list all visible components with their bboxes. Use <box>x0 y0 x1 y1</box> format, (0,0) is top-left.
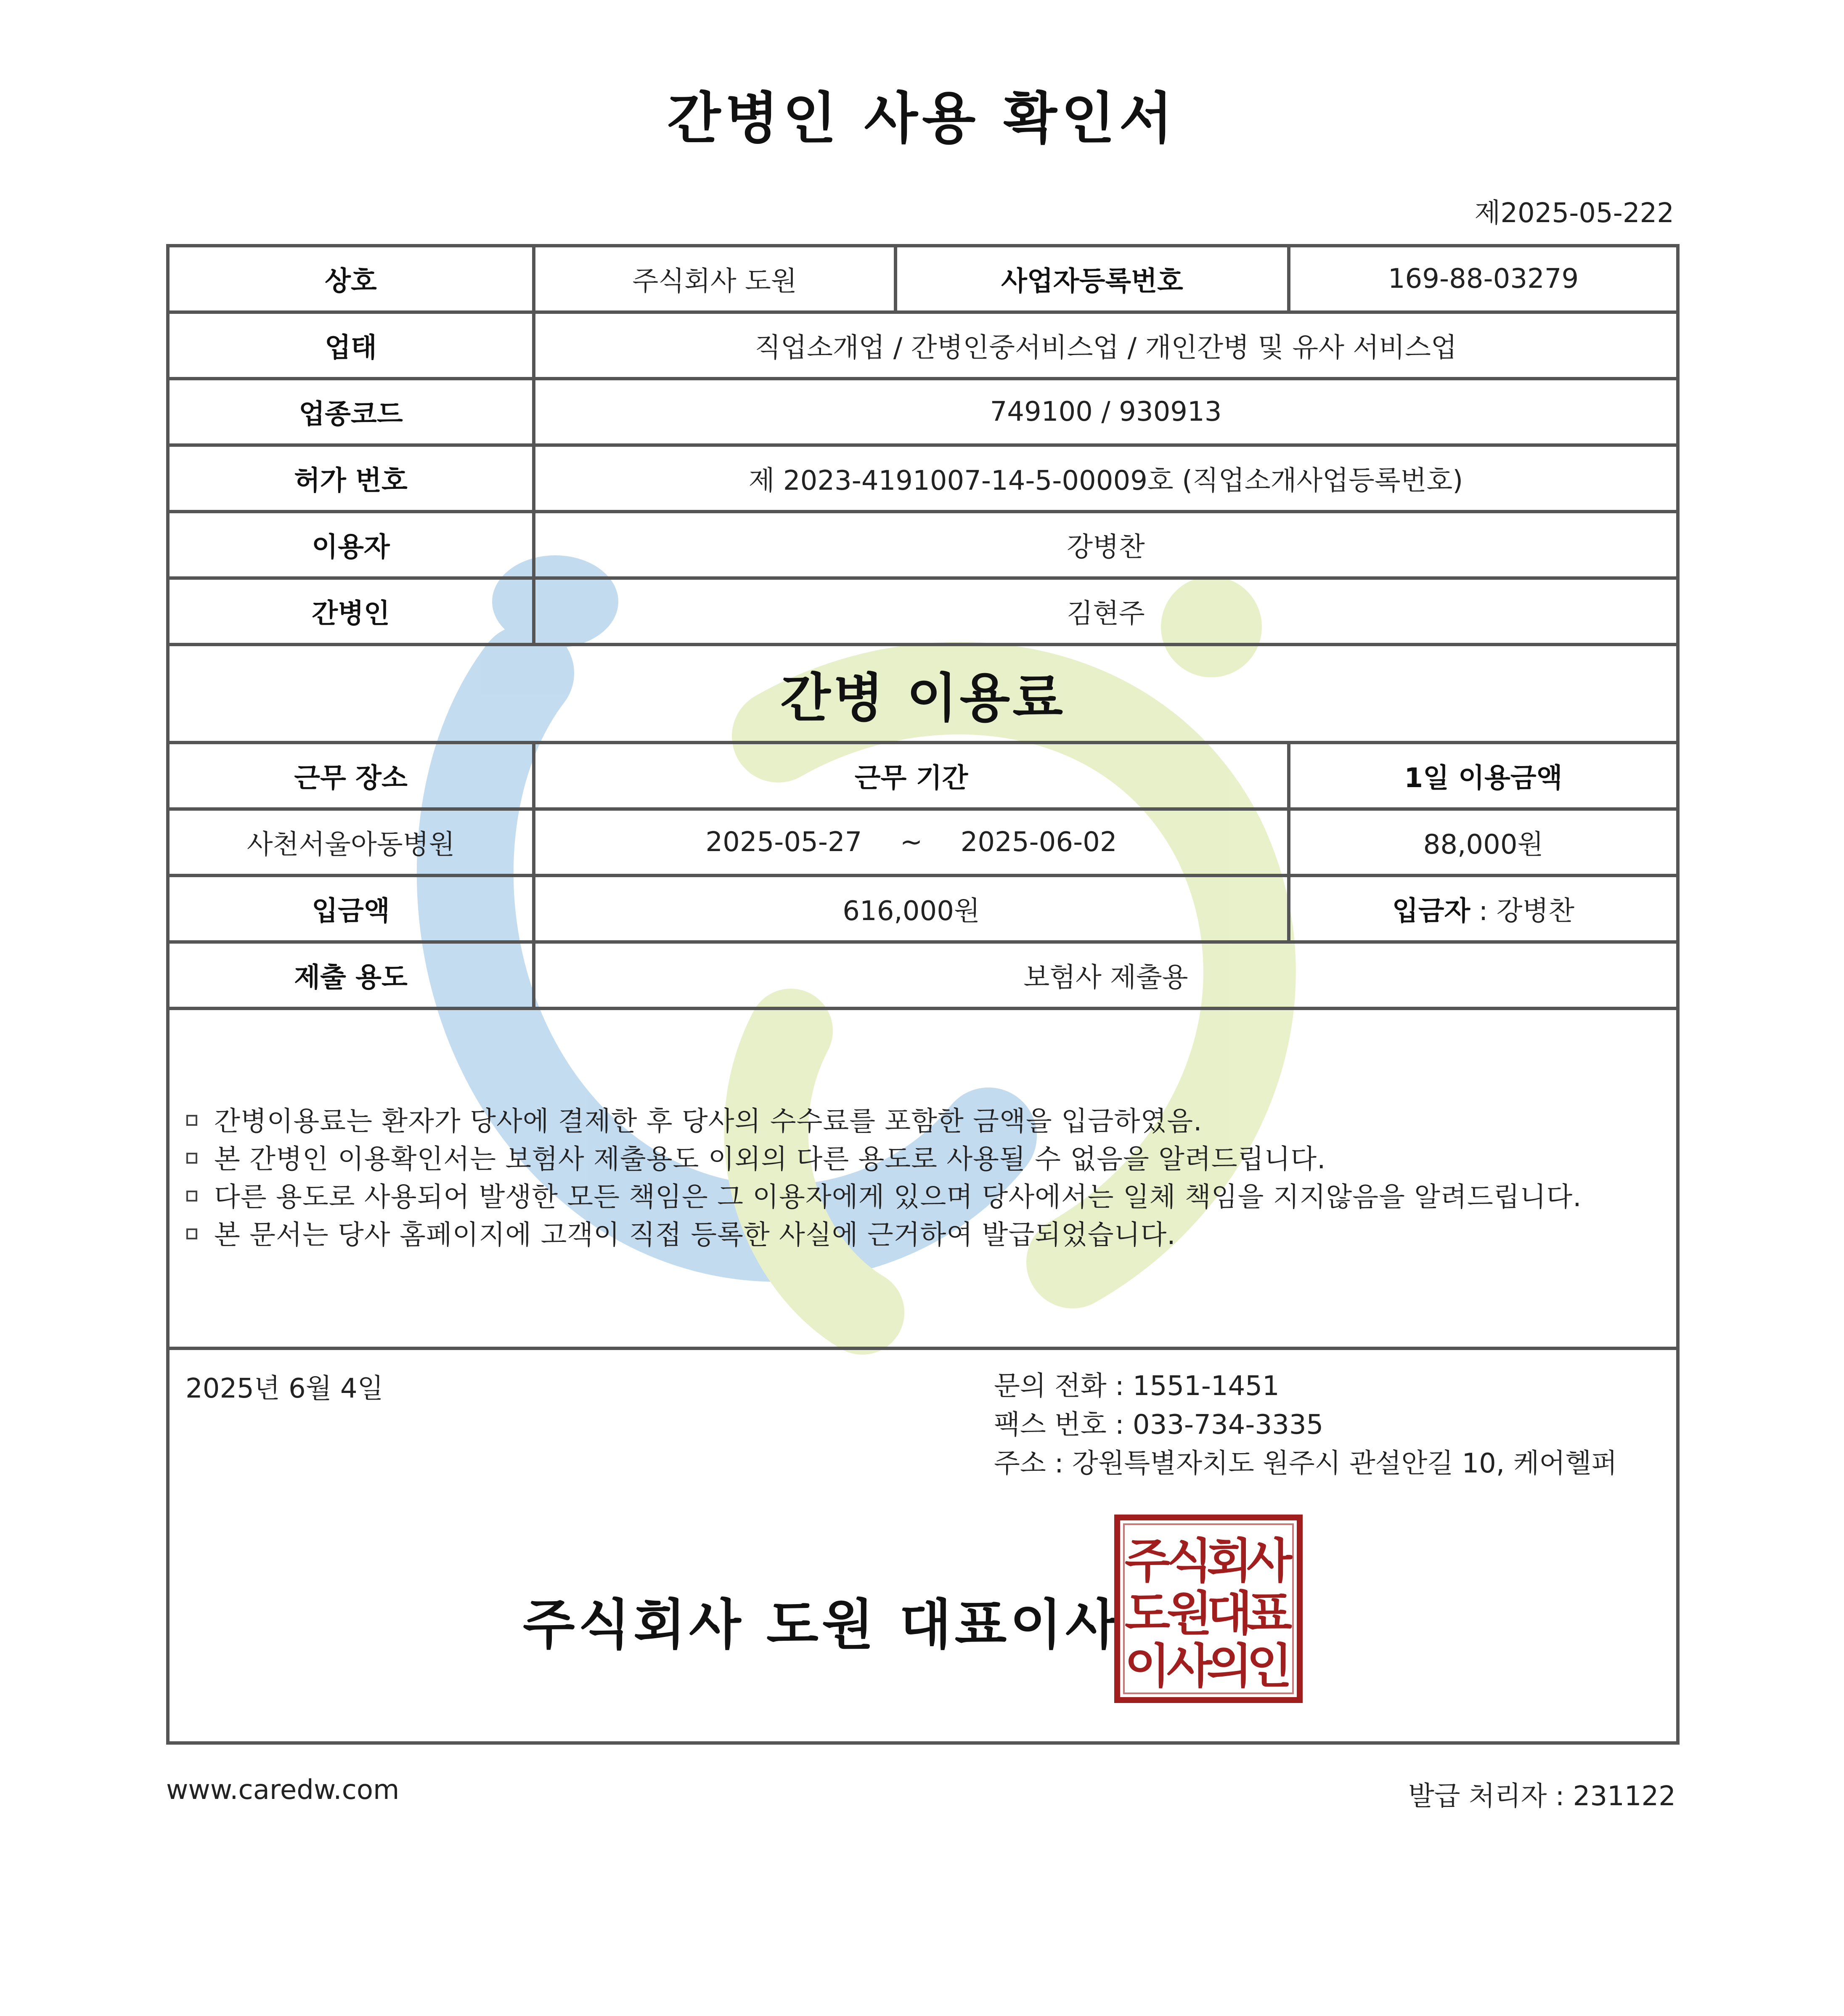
svg-text:도: 도 <box>1124 1586 1171 1641</box>
company-label: 상호 <box>168 246 534 312</box>
user-label: 이용자 <box>168 512 534 578</box>
user-value: 강병찬 <box>534 512 1678 578</box>
industry-code-value: 749100 / 930913 <box>534 379 1678 445</box>
square-bullet-icon <box>186 1228 197 1239</box>
document-title: 간병인 사용 확인서 <box>667 86 1177 151</box>
issue-date: 2025년 6월 4일 <box>185 1373 384 1404</box>
company-seal-stamp <box>1114 1514 1303 1703</box>
phone-number: 문의 전화 : 1551-1451 <box>994 1371 1280 1402</box>
list-item <box>186 1103 1668 1141</box>
issuer-info: 발급 처리자 : 231122 <box>1408 1781 1676 1812</box>
table-row <box>168 246 1678 312</box>
place-label: 근무 장소 <box>168 743 534 809</box>
table-row <box>168 1348 1678 1743</box>
caregiver-label: 간병인 <box>168 578 534 645</box>
caregiver-value: 김현주 <box>534 578 1678 645</box>
svg-text:사: 사 <box>1246 1534 1293 1589</box>
svg-text:인: 인 <box>1246 1639 1293 1694</box>
notes-cell <box>168 1008 1678 1348</box>
svg-text:원: 원 <box>1166 1586 1213 1641</box>
place-value: 사천서울아동병원 <box>168 809 534 875</box>
industry-code-label: 업종코드 <box>168 379 534 445</box>
svg-text:회: 회 <box>1206 1534 1253 1589</box>
note-text: 본 문서는 당사 홈페이지에 고객이 직접 등록한 사실에 근거하여 발급되었습니다. <box>214 1220 1176 1251</box>
table-row <box>168 809 1678 875</box>
svg-text:표: 표 <box>1246 1586 1293 1641</box>
notes-list <box>178 1103 1668 1254</box>
deposit-value: 616,000원 <box>534 875 1289 942</box>
company-value: 주식회사 도원 <box>534 246 896 312</box>
biz-type-label: 업태 <box>168 312 534 379</box>
list-item <box>186 1141 1668 1178</box>
footer-cell <box>168 1348 1678 1743</box>
table-row <box>168 942 1678 1008</box>
table-row <box>168 512 1678 578</box>
table-row <box>168 743 1678 809</box>
svg-text:식: 식 <box>1166 1534 1213 1589</box>
biz-type-value: 직업소개업 / 간병인중서비스업 / 개인간병 및 유사 서비스업 <box>534 312 1678 379</box>
address: 주소 : 강원특별자치도 원주시 관설안길 10, 케어헬퍼 <box>994 1448 1617 1479</box>
permit-label: 허가 번호 <box>168 445 534 512</box>
table-row <box>168 1008 1678 1348</box>
confirmation-table <box>166 244 1680 1745</box>
table-row <box>168 379 1678 445</box>
svg-text:의: 의 <box>1206 1639 1253 1694</box>
fee-section-title: 간병 이용료 <box>168 645 1678 743</box>
period-end: 2025-06-02 <box>960 827 1117 858</box>
period-label: 근무 기간 <box>534 743 1289 809</box>
note-text: 다른 용도로 사용되어 발생한 모든 책임은 그 이용자에게 있으며 당사에서는 일체 책임을 지지않음을 알려드립니다. <box>214 1182 1582 1213</box>
daily-fee-value: 88,000원 <box>1289 809 1678 875</box>
square-bullet-icon <box>186 1191 197 1202</box>
period-start: 2025-05-27 <box>705 827 862 858</box>
depositor-cell <box>1289 875 1678 942</box>
table-row <box>168 578 1678 645</box>
square-bullet-icon <box>186 1153 197 1164</box>
note-text: 본 간병인 이용확인서는 보험사 제출용도 이외의 다른 용도로 사용될 수 없음을 알려드립니다. <box>214 1144 1326 1175</box>
depositor-label: 입금자 <box>1392 896 1470 927</box>
website-url: www.caredw.com <box>166 1775 400 1806</box>
daily-fee-label: 1일 이용금액 <box>1289 743 1678 809</box>
purpose-label: 제출 용도 <box>168 942 534 1008</box>
note-text: 간병이용료는 환자가 당사에 결제한 후 당사의 수수료를 포함한 금액을 입금하였음. <box>214 1106 1203 1137</box>
fax-number: 팩스 번호 : 033-734-3335 <box>994 1409 1324 1440</box>
contact-info <box>994 1367 1617 1483</box>
depositor-separator: : <box>1470 896 1497 927</box>
table-row <box>168 445 1678 512</box>
list-item <box>186 1216 1668 1254</box>
permit-value: 제 2023-4191007-14-5-00009호 (직업소개사업등록번호) <box>534 445 1678 512</box>
deposit-label: 입금액 <box>168 875 534 942</box>
table-row <box>168 312 1678 379</box>
depositor-value: 강병찬 <box>1496 896 1575 927</box>
svg-text:사: 사 <box>1166 1639 1213 1694</box>
table-row <box>168 645 1678 743</box>
biz-reg-label: 사업자등록번호 <box>896 246 1289 312</box>
document-number: 제2025-05-222 <box>1474 198 1674 229</box>
period-value <box>534 809 1289 875</box>
list-item <box>186 1178 1668 1216</box>
svg-text:대: 대 <box>1206 1586 1253 1641</box>
svg-text:주: 주 <box>1124 1534 1171 1589</box>
period-separator: ~ <box>900 827 923 858</box>
purpose-value: 보험사 제출용 <box>534 942 1678 1008</box>
svg-text:이: 이 <box>1124 1639 1171 1694</box>
company-signature: 주식회사 도원 대표이사 <box>523 1594 1121 1656</box>
table-row <box>168 875 1678 942</box>
biz-reg-value: 169-88-03279 <box>1289 246 1678 312</box>
square-bullet-icon <box>186 1115 197 1126</box>
